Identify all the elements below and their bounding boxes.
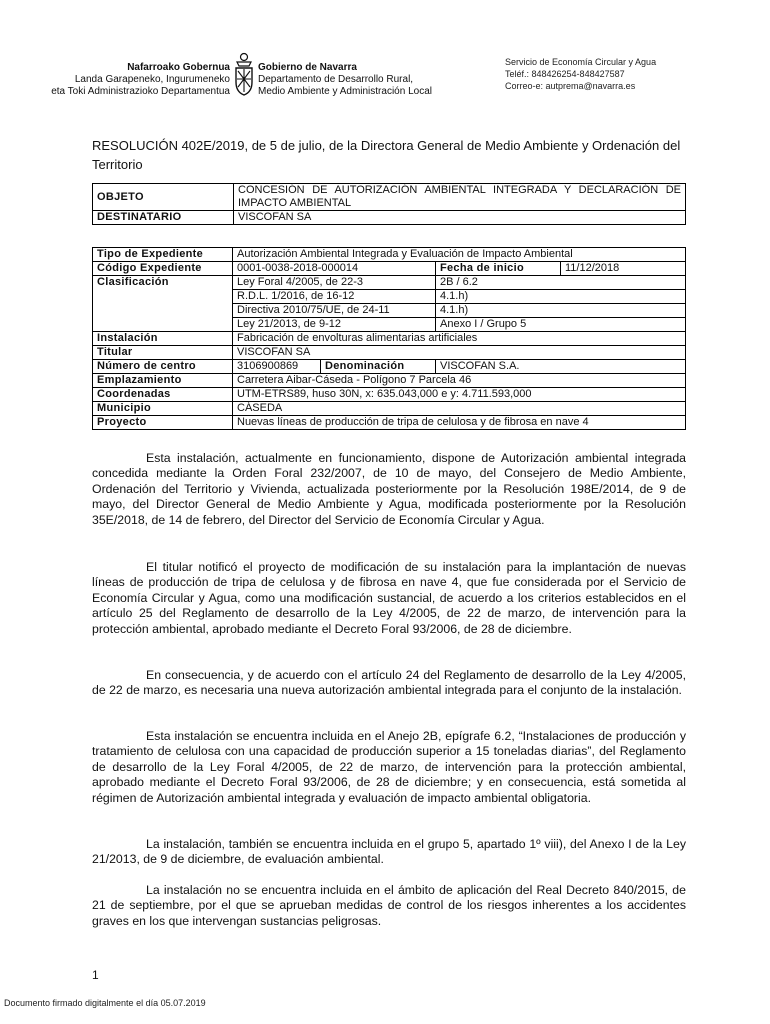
coordenadas-value: UTM-ETRS89, huso 30N, x: 635.043,000 e y: 4.711.593,000 — [233, 388, 686, 402]
table-row — [93, 276, 686, 290]
table-row — [93, 248, 686, 262]
destinatario-value: VISCOFAN SA — [234, 211, 686, 225]
clasif-cat: 4.1.h) — [436, 290, 686, 304]
municipio-value: CÁSEDA — [233, 402, 686, 416]
clasif-norma: Ley 21/2013, de 9-12 — [233, 318, 436, 332]
paragraph — [92, 560, 686, 637]
municipio-label: Municipio — [93, 402, 233, 416]
header-spanish-line1: Gobierno de Navarra — [258, 62, 357, 73]
clasif-norma: R.D.L. 1/2016, de 16-12 — [233, 290, 436, 304]
codigo-label: Código Expediente — [93, 262, 233, 276]
titular-value: VISCOFAN SA — [233, 346, 686, 360]
proyecto-label: Proyecto — [93, 416, 233, 430]
paragraph — [92, 729, 686, 806]
paragraph-text: En consecuencia, y de acuerdo con el artículo 24 del Reglamento de desarrollo de la Ley 4/2005, de 22 de marzo, es necesaria una nueva autorización ambiental integrada para el conjunto de la instalación. — [92, 668, 686, 698]
resolution-title: RESOLUCIÓN 402E/2019, de 5 de julio, de la Directora General de Medio Ambiente y Ordenación del Territorio — [92, 138, 681, 172]
clasif-cat: 2B / 6.2 — [436, 276, 686, 290]
clasif-label: Clasificación — [93, 276, 233, 332]
fecha-value: 11/12/2018 — [561, 262, 686, 276]
destinatario-label: DESTINATARIO — [93, 211, 234, 225]
navarra-crest-icon — [233, 52, 255, 96]
service-name: Servicio de Economía Circular y Agua — [505, 57, 657, 67]
table-row — [93, 402, 686, 416]
header-spanish-block — [258, 62, 432, 98]
tipo-label: Tipo de Expediente — [93, 248, 233, 262]
objeto-label: OBJETO — [93, 184, 234, 211]
codigo-value: 0001-0038-2018-000014 — [233, 262, 436, 276]
service-phone: Teléf.: 848426254-848427587 — [505, 69, 625, 79]
paragraph — [92, 668, 686, 699]
service-email: Correo-e: autprema@navarra.es — [505, 81, 636, 91]
paragraph-text: La instalación no se encuentra incluida en el ámbito de aplicación del Real Decreto 840/2015, de 21 de septiembre, por el que se aprueban medidas de control de los riesgos inherentes a los accidentes graves en los que intervengan sustancias peligrosas. — [92, 883, 686, 928]
table-row — [93, 332, 686, 346]
paragraph — [92, 451, 686, 528]
paragraph — [92, 837, 686, 868]
fecha-label: Fecha de inicio — [436, 262, 561, 276]
summary-table — [92, 183, 686, 225]
paragraph-text: Esta instalación, actualmente en funcionamiento, dispone de Autorización ambiental integrada concedida mediante la Orden Foral 232/2007, de 10 de mayo, del Consejero de Medio Ambiente, Ordenación del Territorio y Vivienda, actualizada posteriormente por la Resolución 198E/2014, de 9 de mayo, del Director General de Medio Ambiente y Agua, modificada posteriormente por la Resolución 35E/2018, de 14 de febrero, del Director del Servicio de Economía Circular y Agua. — [92, 451, 686, 527]
denominacion-value: VISCOFAN S.A. — [436, 360, 686, 374]
clasif-norma: Ley Foral 4/2005, de 22-3 — [233, 276, 436, 290]
table-row — [93, 416, 686, 430]
header-spanish-line2: Departamento de Desarrollo Rural, — [258, 74, 414, 85]
emplazamiento-label: Emplazamiento — [93, 374, 233, 388]
header-basque-line3: eta Toki Administrazioko Departamentua — [51, 86, 230, 97]
clasif-cat: 4.1.h) — [436, 304, 686, 318]
paragraph-text: La instalación, también se encuentra incluida en el grupo 5, apartado 1º viii), del Anexo I de la Ley 21/2013, de 9 de diciembre, de evaluación ambiental. — [92, 837, 686, 867]
clasif-norma: Directiva 2010/75/UE, de 24-11 — [233, 304, 436, 318]
table-row — [93, 262, 686, 276]
centro-value: 3106900869 — [233, 360, 321, 374]
coordenadas-label: Coordenadas — [93, 388, 233, 402]
centro-label: Número de centro — [93, 360, 233, 374]
service-contact-block — [505, 56, 656, 92]
denominacion-label: Denominación — [321, 360, 436, 374]
instalacion-value: Fabricación de envolturas alimentarias artificiales — [233, 332, 686, 346]
paragraph-text: Esta instalación se encuentra incluida en el Anejo 2B, epígrafe 6.2, “Instalaciones de producción y tratamiento de celulosa con una capacidad de producción superior a 15 toneladas diarias”, del Reglamento de desarrollo de la Ley Foral 4/2005, de 22 de marzo, de intervención para la protección ambiental, aprobado mediante el Decreto Foral 93/2006, de 28 de diciembre; y en consecuencia, está sometida al régimen de Autorización ambiental integrada y evaluación de impacto ambiental obligatoria. — [92, 729, 686, 805]
header-basque-line1: Nafarroako Gobernua — [127, 62, 230, 73]
proyecto-value: Nuevas líneas de producción de tripa de celulosa y de fibrosa en nave 4 — [233, 416, 686, 430]
table-row — [93, 388, 686, 402]
emplazamiento-value: Carretera Aibar-Cáseda - Polígono 7 Parcela 46 — [233, 374, 686, 388]
page-number: 1 — [92, 968, 99, 982]
signature-footer: Documento firmado digitalmente el día 05.07.2019 — [4, 998, 206, 1008]
paragraph — [92, 883, 686, 929]
objeto-value: CONCESIÓN DE AUTORIZACIÓN AMBIENTAL INTEGRADA Y DECLARACIÓN DE IMPACTO AMBIENTAL — [234, 184, 686, 211]
header-basque-line2: Landa Garapeneko, Ingurumeneko — [74, 74, 230, 85]
tipo-value: Autorización Ambiental Integrada y Evaluación de Impacto Ambiental — [233, 248, 686, 262]
table-row — [93, 360, 686, 374]
table-row — [93, 374, 686, 388]
details-table — [92, 247, 686, 430]
instalacion-label: Instalación — [93, 332, 233, 346]
header-basque-block — [0, 62, 230, 98]
titular-label: Titular — [93, 346, 233, 360]
header-spanish-line3: Medio Ambiente y Administración Local — [258, 86, 432, 97]
paragraph-text: El titular notificó el proyecto de modificación de su instalación para la implantación de nuevas líneas de producción de tripa de celulosa y de fibrosa en nave 4, que fue considerada por el Servicio de Economía Circular y Agua, como una modificación sustancial, de acuerdo a los criterios establecidos en el artículo 25 del Reglamento de desarrollo de la Ley 4/2005, de 22 de marzo, de intervención para la protección ambiental, aprobado mediante el Decreto Foral 93/2006, de 28 de diciembre. — [92, 560, 686, 636]
clasif-cat: Anexo I / Grupo 5 — [436, 318, 686, 332]
table-row — [93, 346, 686, 360]
